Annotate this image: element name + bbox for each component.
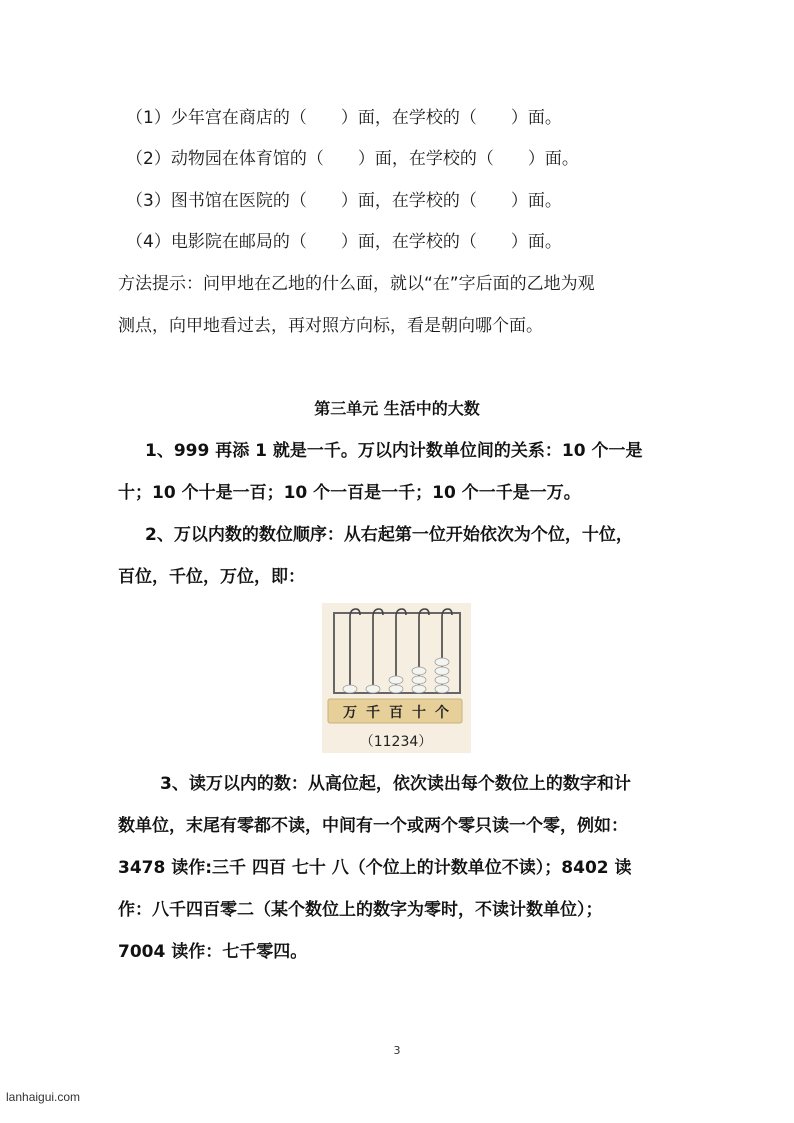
place-label: 千 bbox=[366, 705, 380, 721]
place-label: 十 bbox=[412, 705, 426, 721]
abacus-bead bbox=[343, 685, 357, 693]
abacus-rod bbox=[350, 609, 360, 693]
point-1-line-2: 十；10 个十是一百；10 个一百是一千；10 个一千是一万。 bbox=[118, 483, 581, 503]
abacus-rod bbox=[373, 609, 383, 693]
point-3-line-3: 3478 读作:三千 四百 七十 八（个位上的计数单位不读）；8402 读 bbox=[118, 858, 632, 878]
abacus-bead bbox=[435, 676, 449, 684]
place-label: 个 bbox=[435, 705, 449, 721]
abacus-bead bbox=[366, 685, 380, 693]
exercise-question-4: （4）电影院在邮局的（ ）面，在学校的（ ）面。 bbox=[126, 232, 562, 252]
abacus-bead bbox=[435, 667, 449, 675]
abacus-bead bbox=[389, 685, 403, 693]
abacus-rods bbox=[343, 609, 452, 693]
point-2-line-2: 百位，千位，万位，即： bbox=[118, 567, 305, 587]
exercise-question-2: （2）动物园在体育馆的（ ）面，在学校的（ ）面。 bbox=[126, 149, 579, 169]
abacus-figure bbox=[322, 603, 471, 753]
exercise-question-3: （3）图书馆在医院的（ ）面，在学校的（ ）面。 bbox=[126, 191, 562, 211]
point-3-line-2: 数单位，末尾有零都不读，中间有一个或两个零只读一个零，例如： bbox=[118, 816, 628, 836]
place-label: 万 bbox=[343, 705, 357, 721]
method-tip-line-1: 方法提示：问甲地在乙地的什么面，就以“在”字后面的乙地为观 bbox=[118, 274, 595, 294]
abacus-bead bbox=[412, 685, 426, 693]
point-2-line-1: 2、万以内数的数位顺序：从右起第一位开始依次为个位，十位， bbox=[145, 525, 633, 545]
abacus-bead bbox=[412, 667, 426, 675]
abacus-illustration bbox=[322, 603, 471, 753]
watermark-text: lanhaigui.com bbox=[6, 1090, 81, 1104]
point-1-line-1: 1、999 再添 1 就是一千。万以内计数单位间的关系：10 个一是 bbox=[145, 441, 643, 461]
method-tip-line-2: 测点，向甲地看过去，再对照方向标，看是朝向哪个面。 bbox=[118, 316, 543, 336]
point-3-line-4: 作：八千四百零二（某个数位上的数字为零时，不读计数单位）； bbox=[118, 900, 603, 920]
abacus-bead bbox=[435, 685, 449, 693]
abacus-bead bbox=[435, 658, 449, 666]
place-label: 百 bbox=[389, 705, 403, 721]
exercise-question-1: （1）少年宫在商店的（ ）面，在学校的（ ）面。 bbox=[126, 108, 562, 128]
page-number: 3 bbox=[393, 1044, 401, 1057]
unit-title: 第三单元 生活中的大数 bbox=[314, 399, 480, 418]
point-3-line-1: 3、读万以内的数：从高位起，依次读出每个数位上的数字和计 bbox=[160, 774, 631, 794]
abacus-bead bbox=[412, 676, 426, 684]
abacus-bead bbox=[389, 676, 403, 684]
abacus-caption: （11234） bbox=[359, 734, 433, 750]
point-3-line-5: 7004 读作：七千零四。 bbox=[118, 942, 308, 962]
